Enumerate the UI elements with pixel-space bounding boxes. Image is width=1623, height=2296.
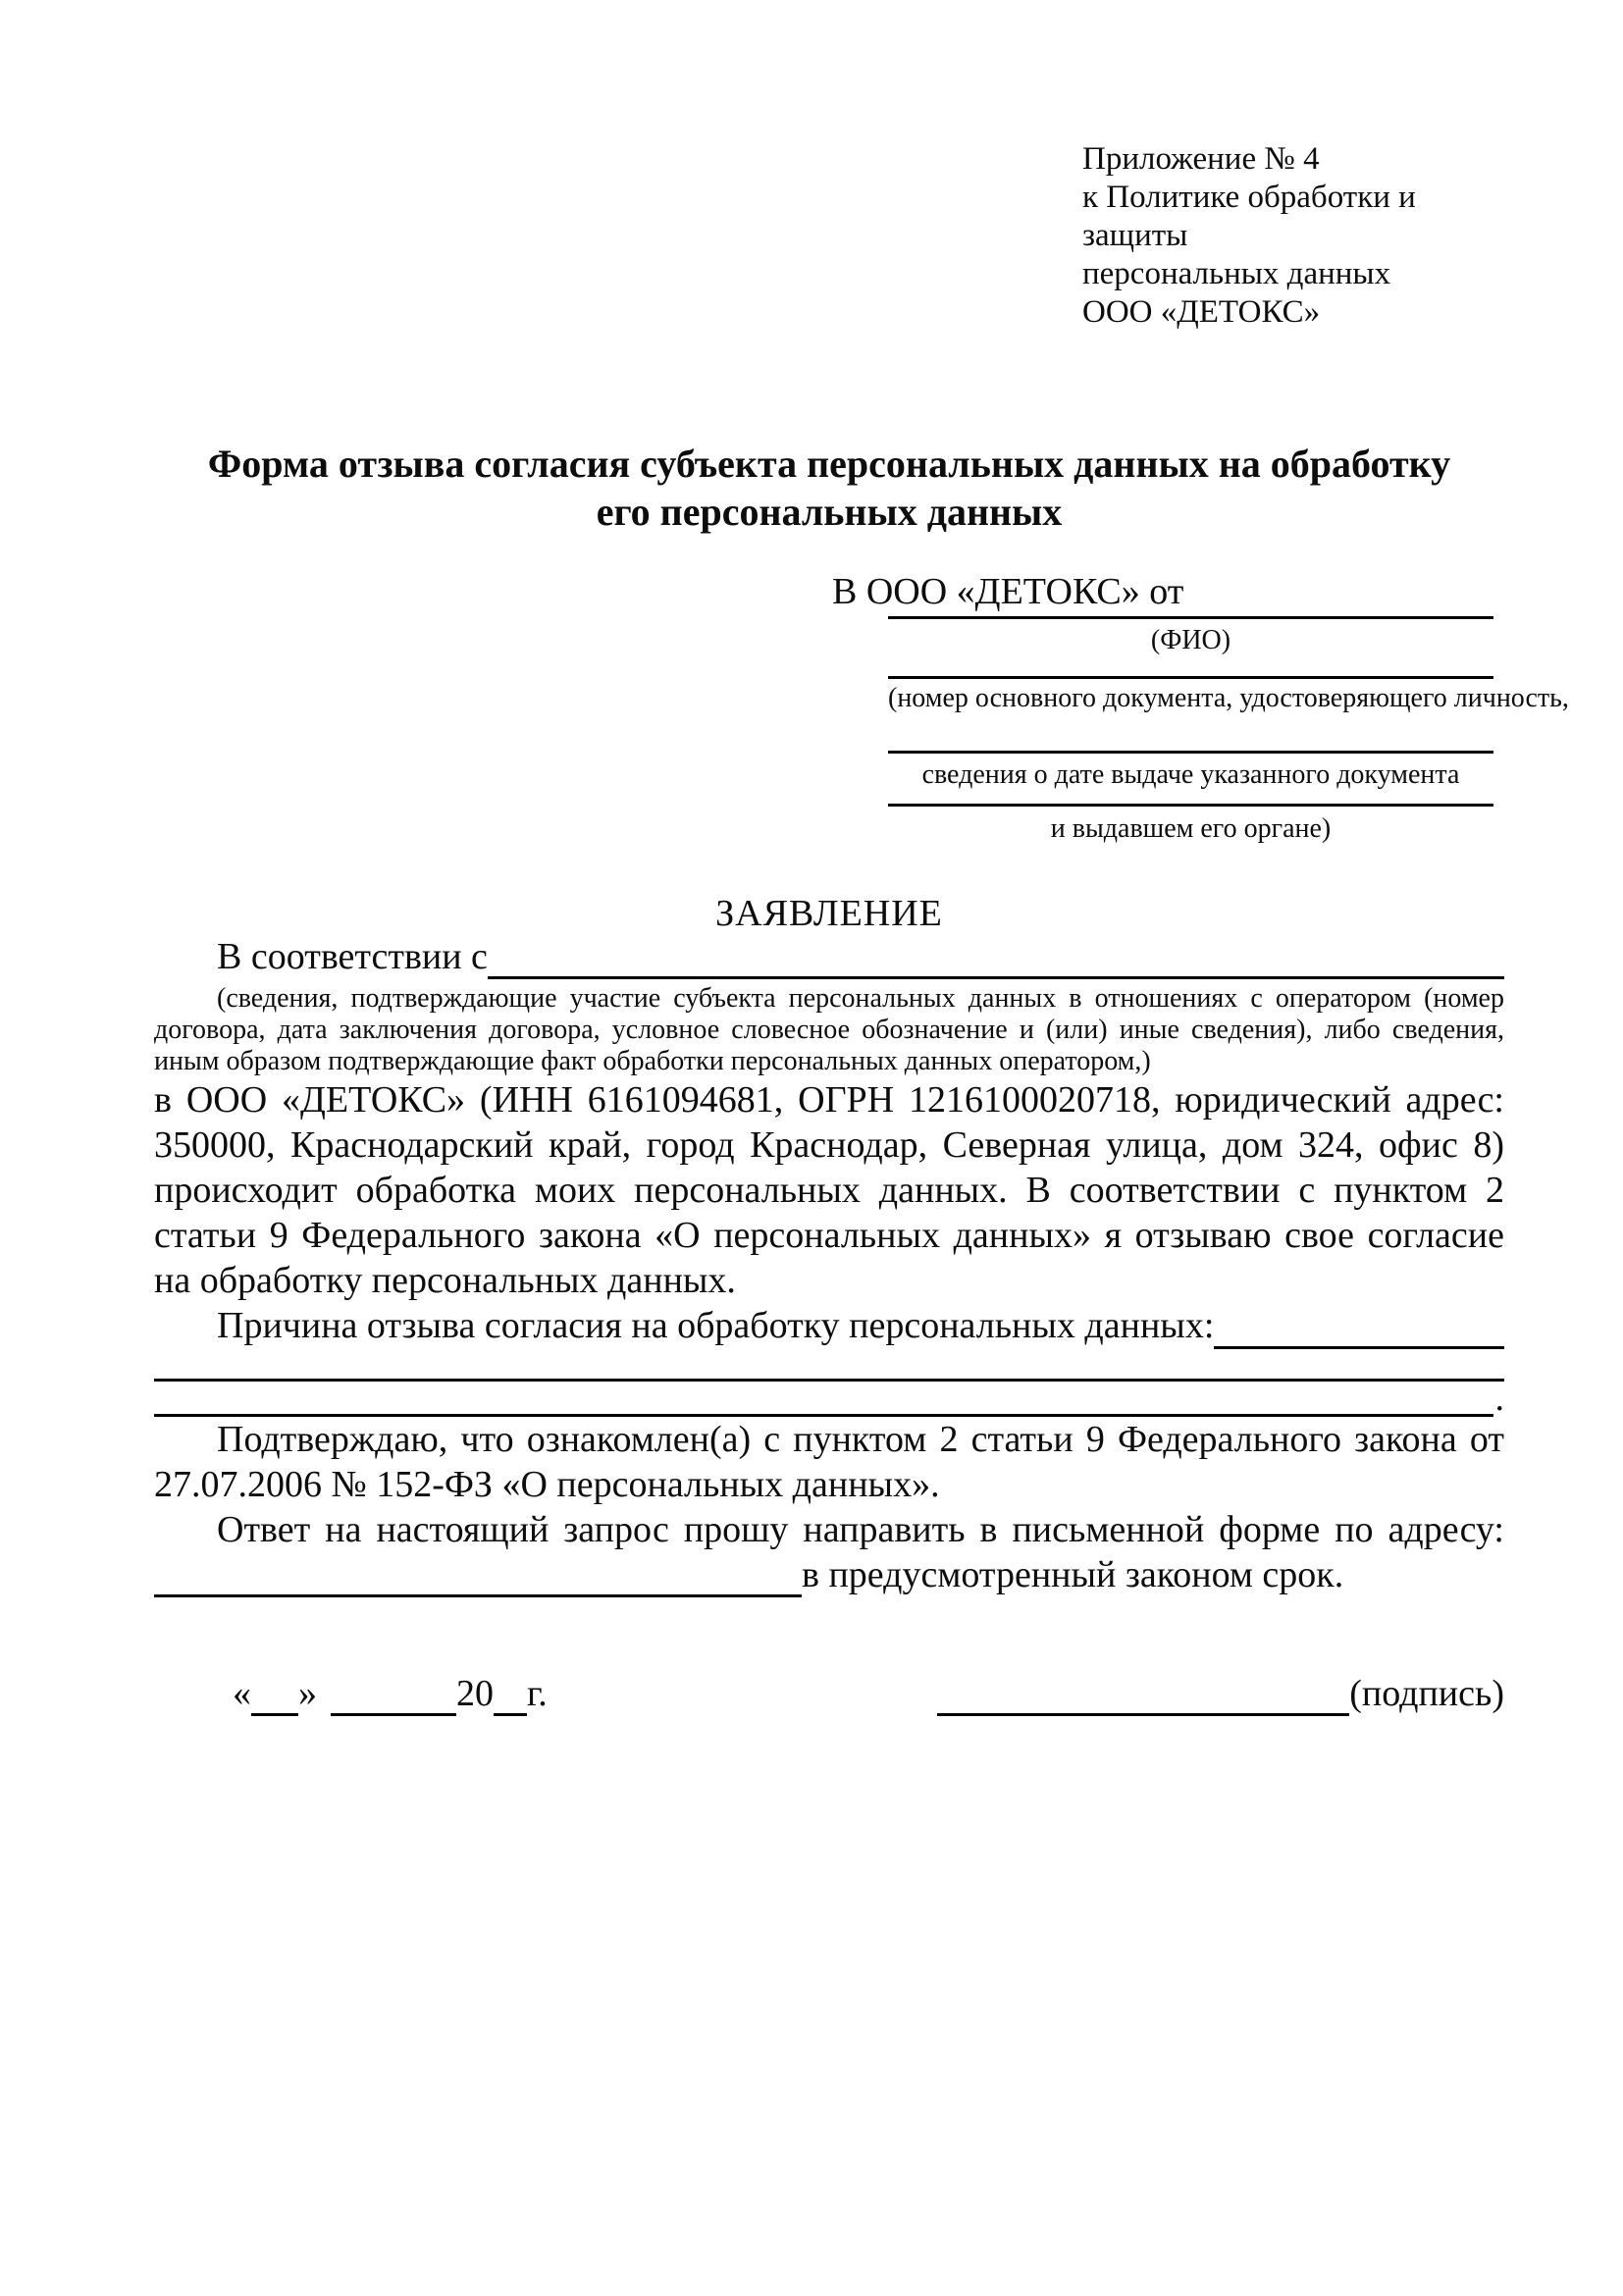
reply-address-blank-line	[154, 1555, 802, 1597]
signature-row	[154, 1671, 1504, 1716]
reason-blank-line-2	[154, 1379, 1493, 1417]
doc-issuer-caption: и выдавшем его органе)	[1050, 813, 1332, 844]
fio-blank-line	[888, 613, 1493, 619]
doc-date-caption: сведения о дате выдаче указанного документа	[921, 759, 1460, 790]
signature-group	[937, 1671, 1504, 1716]
reply-lead-line: Ответ на настоящий запрос прошу направить в письменной форме по адресу:	[217, 1509, 1504, 1550]
date-group	[233, 1671, 548, 1716]
reason-period: .	[1494, 1378, 1504, 1419]
fine-print-note: (сведения, подтверждающие участие субъекта персональных данных в отношениях с оператором (номер договора, дата заключения договора, условное словесное обозначение и (или) иные сведения), либо сведения, иным образом подтверждающие факт обработки персональных данных оператором,)	[154, 983, 1504, 1076]
date-month-blank	[331, 1674, 456, 1716]
reply-tail: в предусмотренный законом срок.	[802, 1554, 1344, 1595]
appendix-line: ООО «ДЕТОКС»	[1082, 294, 1321, 330]
appendix-note	[1082, 140, 1504, 332]
accordance-lead: В соответствии с	[217, 936, 488, 977]
reason-row	[154, 1303, 1504, 1349]
date-day-blank	[251, 1674, 298, 1716]
doc-number-blank-line	[888, 655, 1493, 679]
date-quote-close: »	[298, 1673, 317, 1714]
reason-blank-line-inline	[1214, 1307, 1504, 1349]
appendix-line: Приложение № 4	[1082, 141, 1320, 177]
addressee-to-line: В ООО «ДЕТОКС» от	[832, 571, 1184, 612]
date-year-suffix: г.	[527, 1673, 548, 1714]
signature-caption: (подпись)	[1349, 1673, 1504, 1714]
confirmation-paragraph: Подтверждаю, что ознакомлен(а) с пунктом 2 статьи 9 Федерального закона от 27.07.2006 № 152-ФЗ «О персональных данных».	[154, 1419, 1504, 1505]
reason-label: Причина отзыва согласия на обработку персональных данных:	[217, 1305, 1215, 1346]
statement-heading: ЗАЯВЛЕНИЕ	[715, 893, 943, 934]
doc-number-caption: (номер основного документа, удостоверяющего личность,	[888, 683, 1569, 713]
accordance-blank-line	[488, 937, 1504, 979]
page-title: Форма отзыва согласия субъекта персональных данных на обработку его персональных данных	[207, 442, 1451, 534]
appendix-line: к Политике обработки и защиты	[1082, 180, 1416, 253]
date-year-blank	[494, 1674, 527, 1716]
date-year-prefix: 20	[456, 1673, 494, 1714]
signature-blank-line	[937, 1674, 1349, 1716]
appendix-line: персональных данных	[1082, 256, 1391, 291]
doc-issuer-blank-line	[888, 790, 1493, 807]
reason-blank-line-2-row	[154, 1378, 1504, 1419]
accordance-row	[154, 934, 1504, 979]
body-paragraph: в ООО «ДЕТОКС» (ИНН 6161094681, ОГРН 1216100020718, юридический адрес: 350000, Краснодарский край, город Краснодар, Северная улица, дом 324, офис 8) происходит обработка моих персональных данных. В соответствии с пунктом 2 статьи 9 Федерального закона «О персональных данных» я отзываю свое согласие на обработку персональных данных.	[154, 1079, 1504, 1301]
addressee-fields	[888, 613, 1569, 844]
date-quote-open: «	[233, 1673, 251, 1714]
reply-address-row	[154, 1552, 1504, 1597]
doc-date-blank-line	[888, 713, 1493, 754]
fio-caption: (ФИО)	[1150, 625, 1231, 655]
